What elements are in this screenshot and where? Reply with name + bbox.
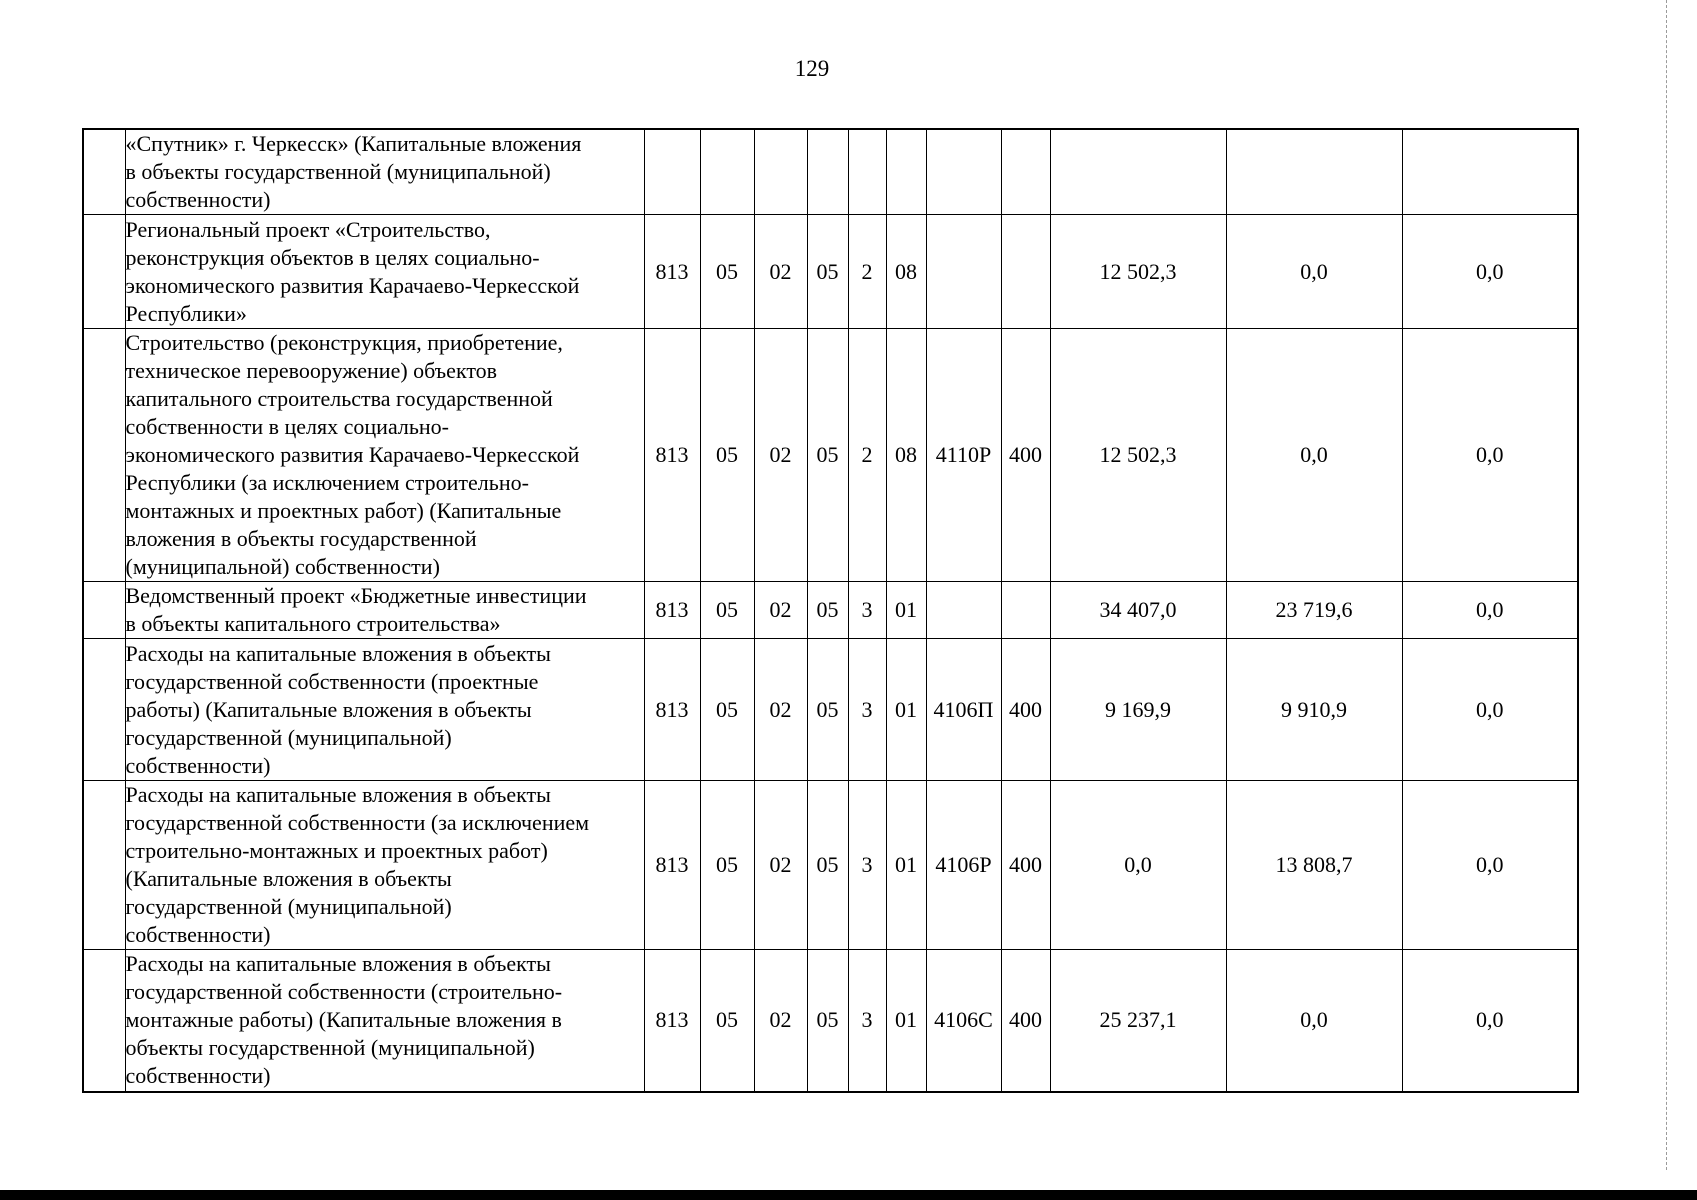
- table-row: [83, 329, 1578, 582]
- cell-target-item: [926, 582, 1001, 639]
- cell-program: 05: [807, 639, 848, 781]
- cell-program: 05: [807, 215, 848, 329]
- cell-amount-year-2: 0,0: [1226, 950, 1402, 1092]
- cell-description: «Спутник» г. Черкесск» (Капитальные вложения в объекты государственной (муниципальной) собственности): [125, 129, 644, 215]
- cell-target-item: [926, 129, 1001, 215]
- cell-target-item: [926, 215, 1001, 329]
- cell-amount-year-1: 12 502,3: [1050, 215, 1226, 329]
- cell-program: [807, 129, 848, 215]
- cell-ministry-code: 813: [644, 639, 700, 781]
- cell-amount-year-2: 13 808,7: [1226, 781, 1402, 950]
- cell-program-type: [848, 129, 886, 215]
- cell-subprogram: 01: [886, 781, 926, 950]
- cell-row-number: [83, 582, 125, 639]
- cell-subsection: 02: [754, 582, 807, 639]
- cell-description: Ведомственный проект «Бюджетные инвестиции в объекты капитального строительства»: [125, 582, 644, 639]
- cell-program-type: 3: [848, 582, 886, 639]
- cell-program-type: 3: [848, 781, 886, 950]
- cell-expense-type: 400: [1001, 329, 1050, 582]
- cell-ministry-code: 813: [644, 582, 700, 639]
- cell-target-item: 4110Р: [926, 329, 1001, 582]
- cell-program: 05: [807, 329, 848, 582]
- table-row: [83, 781, 1578, 950]
- cell-expense-type: 400: [1001, 950, 1050, 1092]
- table-row: [83, 129, 1578, 215]
- scan-margin-line: [1666, 0, 1667, 1170]
- cell-amount-year-3: 0,0: [1402, 639, 1578, 781]
- cell-section: [700, 129, 754, 215]
- cell-section: 05: [700, 329, 754, 582]
- cell-subsection: 02: [754, 950, 807, 1092]
- budget-table: [82, 128, 1579, 1093]
- cell-program: 05: [807, 582, 848, 639]
- cell-target-item: 4106С: [926, 950, 1001, 1092]
- cell-subsection: 02: [754, 639, 807, 781]
- cell-amount-year-1: 12 502,3: [1050, 329, 1226, 582]
- cell-program: 05: [807, 950, 848, 1092]
- cell-amount-year-2: 0,0: [1226, 215, 1402, 329]
- cell-subprogram: [886, 129, 926, 215]
- cell-row-number: [83, 639, 125, 781]
- cell-ministry-code: 813: [644, 950, 700, 1092]
- cell-row-number: [83, 129, 125, 215]
- cell-description: Региональный проект «Строительство, реконструкция объектов в целях социально- экономического развития Карачаево-Черкесской Республики»: [125, 215, 644, 329]
- cell-amount-year-2: 9 910,9: [1226, 639, 1402, 781]
- cell-subsection: 02: [754, 781, 807, 950]
- cell-target-item: 4106Р: [926, 781, 1001, 950]
- cell-amount-year-1: 25 237,1: [1050, 950, 1226, 1092]
- cell-target-item: 4106П: [926, 639, 1001, 781]
- cell-amount-year-1: [1050, 129, 1226, 215]
- cell-program: 05: [807, 781, 848, 950]
- cell-section: 05: [700, 215, 754, 329]
- cell-amount-year-3: 0,0: [1402, 582, 1578, 639]
- cell-section: 05: [700, 639, 754, 781]
- page-number: 129: [794, 56, 830, 81]
- cell-subprogram: 01: [886, 582, 926, 639]
- cell-expense-type: [1001, 582, 1050, 639]
- cell-section: 05: [700, 781, 754, 950]
- cell-amount-year-3: [1402, 129, 1578, 215]
- cell-ministry-code: 813: [644, 781, 700, 950]
- cell-subsection: 02: [754, 329, 807, 582]
- table-row: [83, 950, 1578, 1092]
- cell-row-number: [83, 950, 125, 1092]
- cell-amount-year-3: 0,0: [1402, 215, 1578, 329]
- cell-amount-year-3: 0,0: [1402, 781, 1578, 950]
- cell-program-type: 3: [848, 950, 886, 1092]
- cell-amount-year-3: 0,0: [1402, 950, 1578, 1092]
- cell-row-number: [83, 329, 125, 582]
- cell-subprogram: 01: [886, 639, 926, 781]
- table-row: [83, 582, 1578, 639]
- cell-ministry-code: 813: [644, 215, 700, 329]
- cell-description: Расходы на капитальные вложения в объекты государственной собственности (за исключением строительно-монтажных и проектных работ) (Капитальные вложения в объекты государственной (муниципальной) собственности): [125, 781, 644, 950]
- cell-row-number: [83, 781, 125, 950]
- cell-subprogram: 01: [886, 950, 926, 1092]
- cell-description: Строительство (реконструкция, приобретение, техническое перевооружение) объектов капитального строительства государственной собственности в целях социально- экономического развития Карачаево-Черкесской Республики (за исключением строительно- монтажных и проектных работ) (Капитальные вложения в объекты государственной (муниципальной) собственности): [125, 329, 644, 582]
- cell-row-number: [83, 215, 125, 329]
- cell-section: 05: [700, 950, 754, 1092]
- cell-amount-year-2: 23 719,6: [1226, 582, 1402, 639]
- cell-amount-year-3: 0,0: [1402, 329, 1578, 582]
- cell-ministry-code: 813: [644, 329, 700, 582]
- cell-amount-year-1: 0,0: [1050, 781, 1226, 950]
- cell-program-type: 2: [848, 215, 886, 329]
- cell-subprogram: 08: [886, 329, 926, 582]
- cell-expense-type: 400: [1001, 639, 1050, 781]
- cell-ministry-code: [644, 129, 700, 215]
- cell-description: Расходы на капитальные вложения в объекты государственной собственности (строительно- монтажные работы) (Капитальные вложения в объекты государственной (муниципальной) собственности): [125, 950, 644, 1092]
- cell-program-type: 3: [848, 639, 886, 781]
- cell-amount-year-1: 9 169,9: [1050, 639, 1226, 781]
- cell-amount-year-1: 34 407,0: [1050, 582, 1226, 639]
- table-row: [83, 639, 1578, 781]
- cell-subsection: [754, 129, 807, 215]
- cell-amount-year-2: 0,0: [1226, 329, 1402, 582]
- cell-description: Расходы на капитальные вложения в объекты государственной собственности (проектные работы) (Капитальные вложения в объекты государственной (муниципальной) собственности): [125, 639, 644, 781]
- cell-expense-type: [1001, 215, 1050, 329]
- cell-section: 05: [700, 582, 754, 639]
- scan-bottom-edge: [0, 1190, 1697, 1200]
- cell-expense-type: [1001, 129, 1050, 215]
- cell-expense-type: 400: [1001, 781, 1050, 950]
- cell-amount-year-2: [1226, 129, 1402, 215]
- cell-program-type: 2: [848, 329, 886, 582]
- table-row: [83, 215, 1578, 329]
- cell-subprogram: 08: [886, 215, 926, 329]
- cell-subsection: 02: [754, 215, 807, 329]
